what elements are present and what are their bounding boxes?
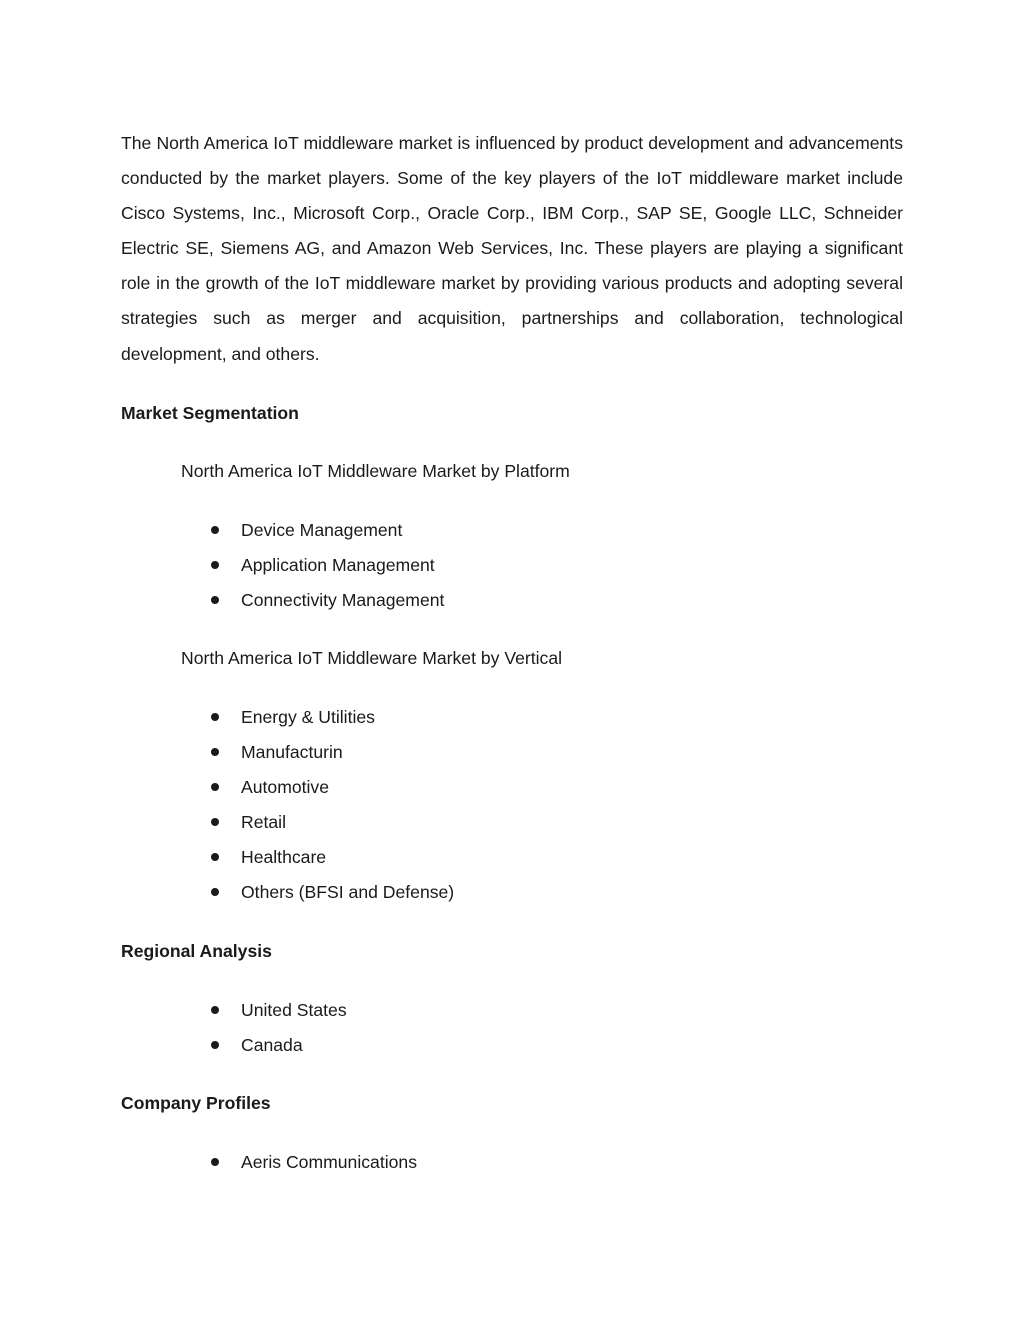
bullet-icon (211, 713, 219, 721)
list-item-label: Device Management (241, 520, 403, 540)
bullet-icon (211, 748, 219, 756)
bullet-icon (211, 1006, 219, 1014)
list-item-label: Others (BFSI and Defense) (241, 882, 455, 903)
list-item-label: Manufacturin (241, 742, 343, 763)
list-item-label: Canada (241, 1035, 303, 1056)
list-item-label: Application Management (241, 555, 435, 576)
bullet-icon (211, 1158, 219, 1166)
list-item-label: Automotive (241, 777, 330, 798)
list-item-label: United States (241, 1000, 347, 1020)
bullet-icon (211, 596, 219, 604)
list-item-label: Energy & Utilities (241, 707, 375, 727)
list-item-label: Retail (241, 812, 286, 833)
list-item-label: Connectivity Management (241, 590, 445, 611)
bullet-icon (211, 1041, 219, 1049)
list-item-label: Aeris Communications (241, 1152, 417, 1172)
bullet-icon (211, 526, 219, 534)
bullet-icon (211, 818, 219, 826)
bullet-icon (211, 561, 219, 569)
list-item-label: Healthcare (241, 847, 327, 868)
bullet-icon (211, 783, 219, 791)
regional-analysis-heading: Regional Analysis (121, 941, 272, 961)
company-profiles-heading: Company Profiles (121, 1093, 271, 1113)
market-segmentation-heading: Market Segmentation (121, 403, 299, 423)
platform-subheading: North America IoT Middleware Market by Platform (181, 461, 570, 481)
intro-paragraph: The North America IoT middleware market is influenced by product development and advancements conducted by the market players. Some of the key players of the IoT middleware market include Cisco Systems, Inc., Microsoft Corp., Oracle Corp., IBM Corp., SAP SE, Google LLC, Schneider Electric SE, Siemens AG, and Amazon Web Services, Inc. These players are playing a significant role in the growth of the IoT middleware market by providing various products and adopting several strategies such as merger and acquisition, partnerships and collaboration, technological development, and others. (121, 133, 903, 364)
vertical-subheading: North America IoT Middleware Market by Vertical (181, 648, 563, 668)
bullet-icon (211, 853, 219, 861)
bullet-icon (211, 888, 219, 896)
